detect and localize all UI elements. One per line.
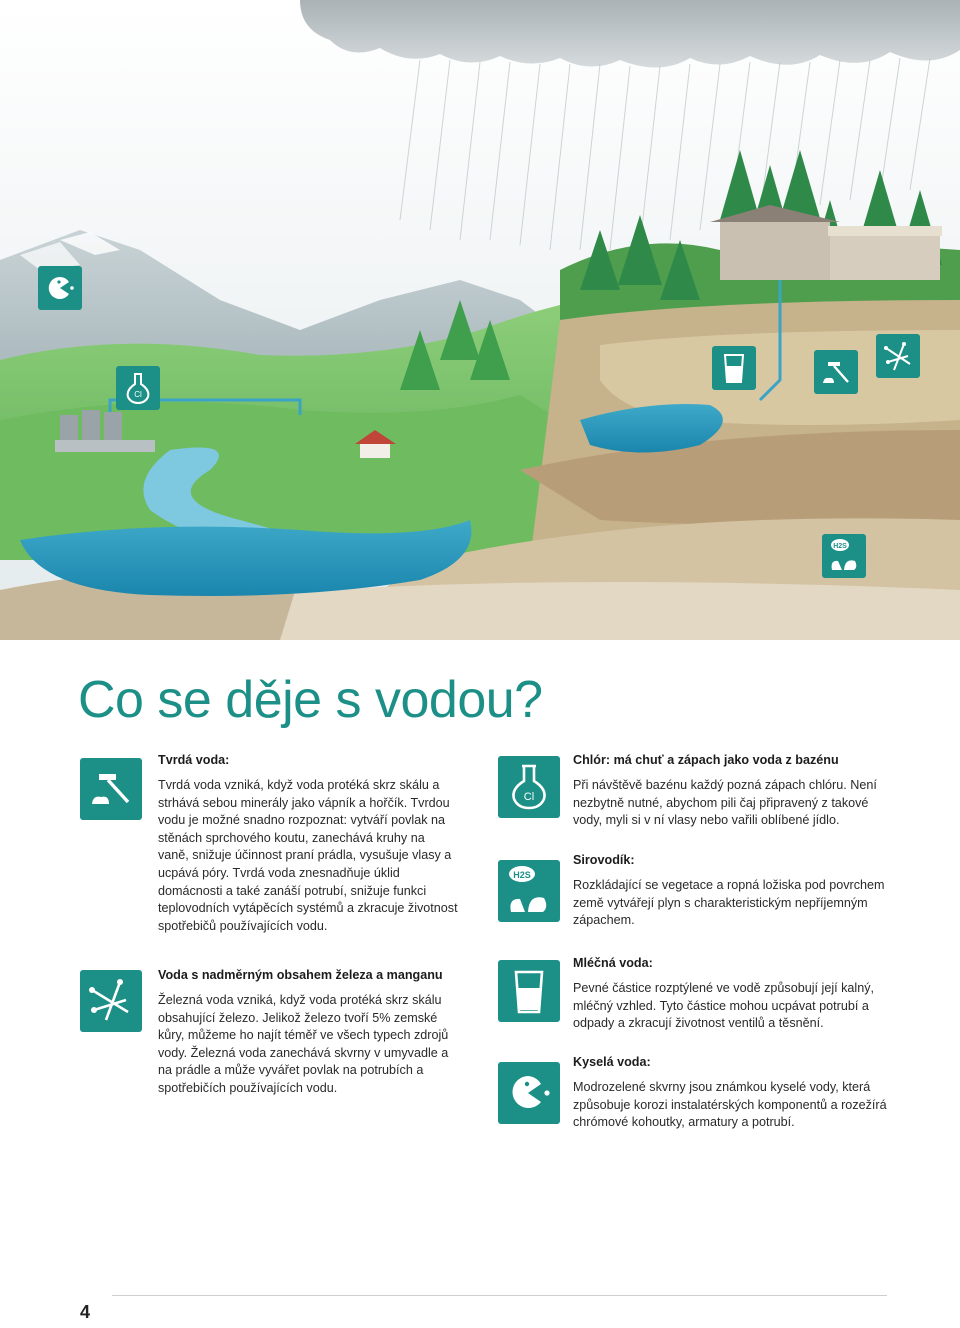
section-heading: Tvrdá voda: [158,753,230,767]
h2s-symbol: H2S [833,543,847,550]
pacman-icon [38,266,82,310]
page-number: 4 [80,1302,91,1322]
milk-glass-icon [498,960,560,1022]
hero-illustration [0,0,960,640]
section-sirovodik [573,852,893,930]
section-heading: Kyselá voda: [573,1055,651,1069]
h2s-egg-icon [498,860,560,922]
chlorine-symbol: Cl [134,390,142,399]
section-heading: Chlór: má chuť a zápach jako voda z bazénu [573,753,839,767]
section-text: Železná voda vzniká, když voda protéká skrz skálu obsahující železo. Jelikož železo tvoří 5% zemské kůry, můžeme ho najít téměř ve všech typech zdrojů vody. Železná voda zanechává skvrny v umyvadle a na prádle a může vyvářet povlak na potrubích a spotřebičích používajících vodu. [158,993,449,1095]
flask-chlorine-icon [498,756,560,818]
section-mlecna [573,955,893,1033]
section-text: Rozkládající se vegetace a ropná ložiska pod povrchem země vytvářejí plyn s charakteristickým nepříjemným zápachem. [573,878,885,928]
footer-divider [112,1295,887,1296]
hammer-rock-icon [814,350,858,394]
section-text: Modrozelené skvrny jsou známkou kyselé vody, která způsobuje korozi instalatérských komponentů a rozežírá chrómové kohoutky, armatury a potrubí. [573,1080,887,1130]
section-heading: Voda s nadměrným obsahem železa a manganu [158,968,443,982]
flask-chlorine-icon [116,366,160,410]
page-title: Co se děje s vodou? [78,671,543,729]
section-text: Při návštěvě bazénu každý pozná zápach chlóru. Není nezbytně nutné, abychom pili čaj připravený z takové vody, myli si v ní vlasy nebo vařili oblíbené jídlo. [573,778,877,828]
chlorine-symbol: Cl [523,791,535,803]
h2s-egg-icon [822,534,866,578]
section-zelezo-mangan [158,967,458,1098]
section-text: Pevné částice rozptýlené ve vodě způsobují její kalný, mléčný vzhled. Tyto částice mohou ucpávat potrubí a odpady a zkracují životnost ventilů a těsnění. [573,981,875,1031]
nails-icon [876,334,920,378]
pacman-icon [498,1062,560,1124]
nails-icon [80,970,142,1032]
section-heading: Sirovodík: [573,853,635,867]
milk-glass-icon [712,346,756,390]
section-chlor [573,752,893,830]
h2s-symbol: H2S [513,870,531,880]
section-text: Tvrdá voda vzniká, když voda protéká skrz skálu a strhává sebou minerály jako vápník a hořčík. Tvrdou vodu je možné snadno rozpoznat: vytváří povlak na stěnách sprchového koutu, zanechává kruhy na vaně, snižuje účinnost praní prádla, vysušuje vlasy a ucpává póry. Tvrdá voda znesnadňuje úklid domácnosti a také zanáší potrubí, snižuje funkci teplovodních vytápěcích systémů a zkracuje životnost spotřebičů používajících vodu. [158,778,458,933]
landscape-illustration [0,0,960,640]
section-kysela [573,1054,893,1132]
hammer-rock-icon [80,758,142,820]
section-heading: Mléčná voda: [573,956,653,970]
section-tvrda-voda [158,752,458,935]
